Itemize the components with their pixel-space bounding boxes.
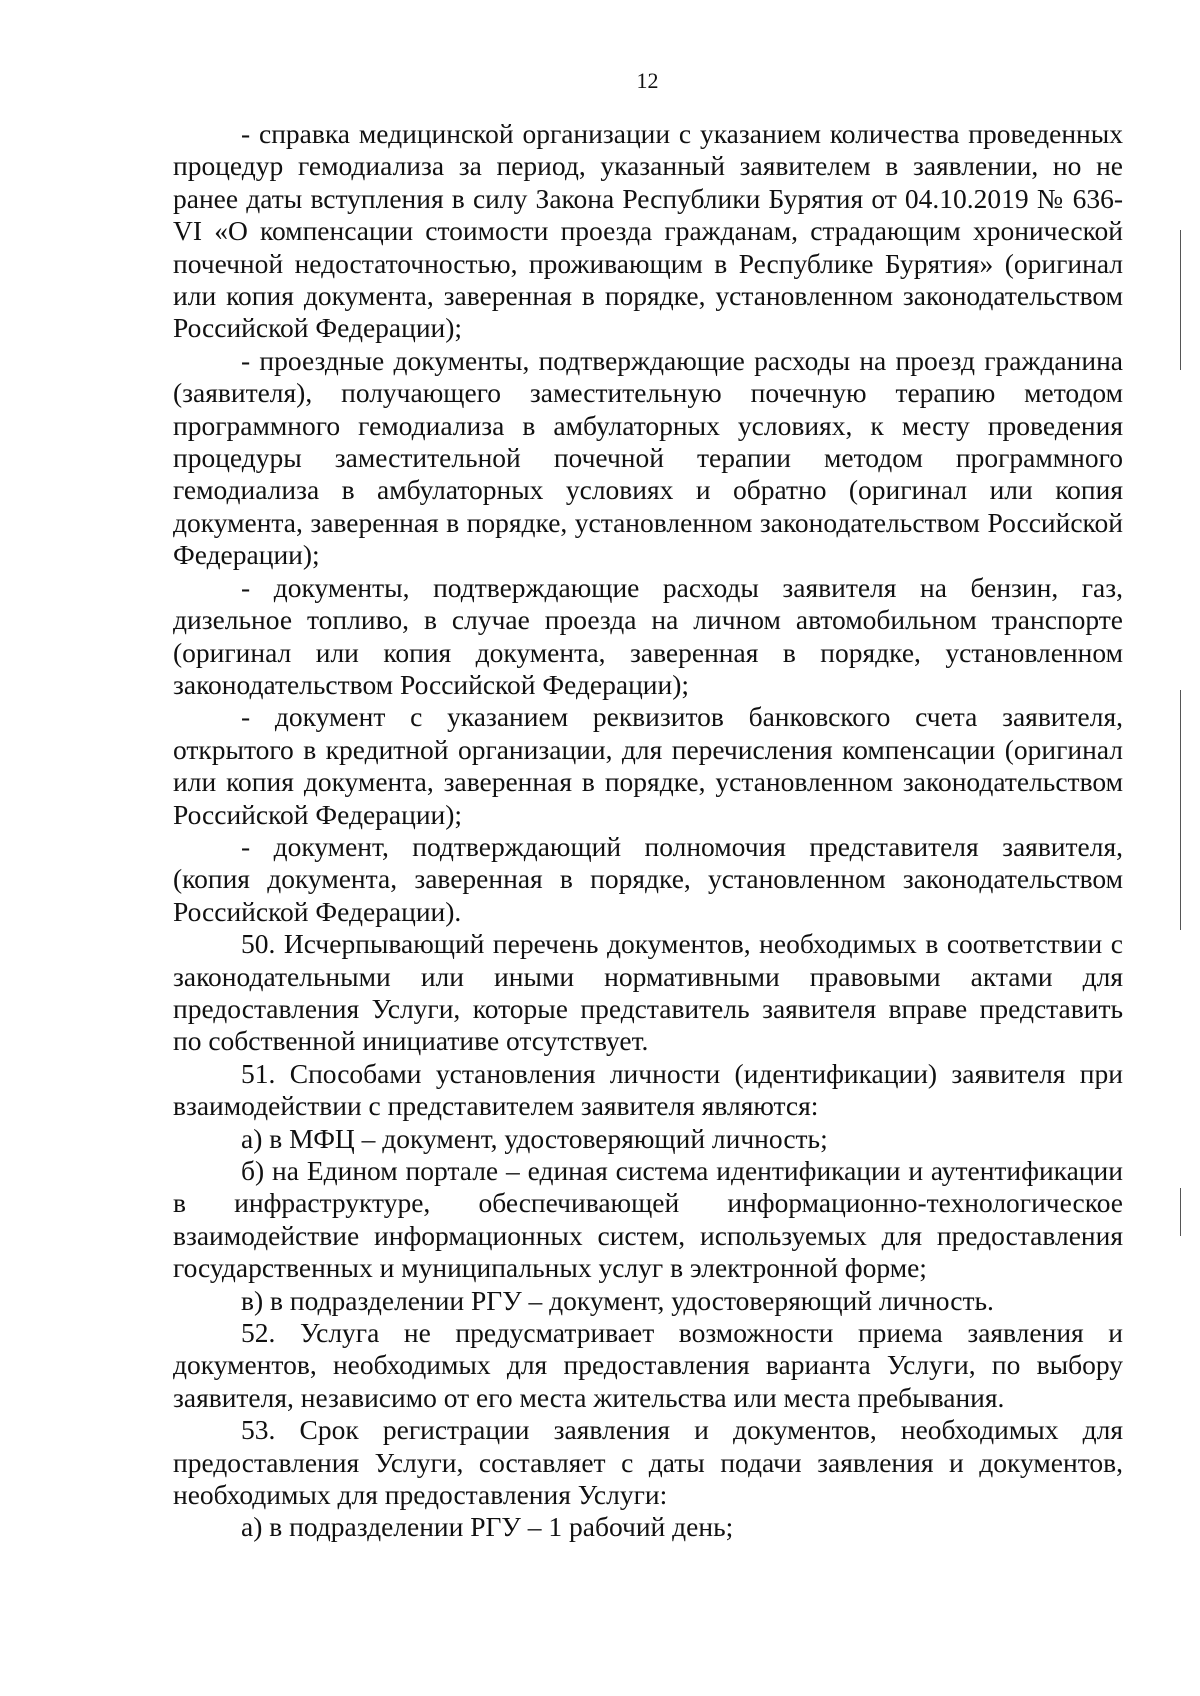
paragraph-50: 50. Исчерпывающий перечень документов, необходимых в соответствии с законодательными или иными нормативными правовыми актами для предоставления Услуги, которые представитель заявителя вправе представить по собственной инициативе отсутствует. <box>173 928 1123 1057</box>
paragraph-51-a: а) в МФЦ – документ, удостоверяющий личность; <box>241 1122 828 1154</box>
paragraph-51-v: в) в подразделении РГУ – документ, удостоверяющий личность. <box>241 1284 994 1316</box>
page-number: 12 <box>636 68 659 93</box>
paragraph-representative-authority: - документ, подтверждающий полномочия представителя заявителя, (копия документа, заверенная в порядке, установленном законодательством Российской Федерации). <box>173 830 1123 927</box>
scan-edge-mark <box>1180 1188 1181 1236</box>
paragraph-fuel-documents: - документы, подтверждающие расходы заявителя на бензин, газ, дизельное топливо, в случае проезда на личном автомобильном транспорте (оригинал или копия документа, заверенная в порядке, установленном законодательством Российской Федерации); <box>173 571 1123 700</box>
paragraph-53-a: а) в подразделении РГУ – 1 рабочий день; <box>241 1511 734 1543</box>
document-body <box>173 118 1123 1544</box>
paragraph-52: 52. Услуга не предусматривает возможности приема заявления и документов, необходимых для предоставления варианта Услуги, по выбору заявителя, независимо от его места жительства или места пребывания. <box>173 1317 1123 1413</box>
scan-edge-mark <box>1180 230 1181 370</box>
paragraph-51: 51. Способами установления личности (идентификации) заявителя при взаимодействии с представителем заявителя являются: <box>173 1057 1123 1122</box>
paragraph-travel-documents: - проездные документы, подтверждающие расходы на проезд гражданина (заявителя), получающего заместительную почечную терапию методом программного гемодиализа в амбулаторных условиях, к месту проведения процедуры заместительной почечной терапии методом программного гемодиализа в амбулаторных условиях и обратно (оригинал или копия документа, заверенная в порядке, установленном законодательством Российской Федерации); <box>173 344 1123 571</box>
paragraph-51-b: б) на Едином портале – единая система идентификации и аутентификации в инфраструктуре, обеспечивающей информационно-технологическое взаимодействие информационных систем, используемых для предоставления государственных и муниципальных услуг в электронной форме; <box>173 1155 1123 1284</box>
paragraph-bank-details: - документ с указанием реквизитов банковского счета заявителя, открытого в кредитной организации, для перечисления компенсации (оригинал или копия документа, заверенная в порядке, установленном законодательством Российской Федерации); <box>173 701 1123 830</box>
scan-edge-mark <box>1180 690 1181 930</box>
paragraph-53: 53. Срок регистрации заявления и документов, необходимых для предоставления Услуги, составляет с даты подачи заявления и документов, необходимых для предоставления Услуги: <box>173 1414 1123 1511</box>
paragraph-medical-certificate: - справка медицинской организации с указанием количества проведенных процедур гемодиализа за период, указанный заявителем в заявлении, но не ранее даты вступления в силу Закона Республики Бурятия от 04.10.2019 № 636-VI «О компенсации стоимости проезда гражданам, страдающим хронической почечной недостаточностью, проживающим в Республике Бурятия» (оригинал или копия документа, заверенная в порядке, установленном законодательством Российской Федерации); <box>173 118 1123 344</box>
